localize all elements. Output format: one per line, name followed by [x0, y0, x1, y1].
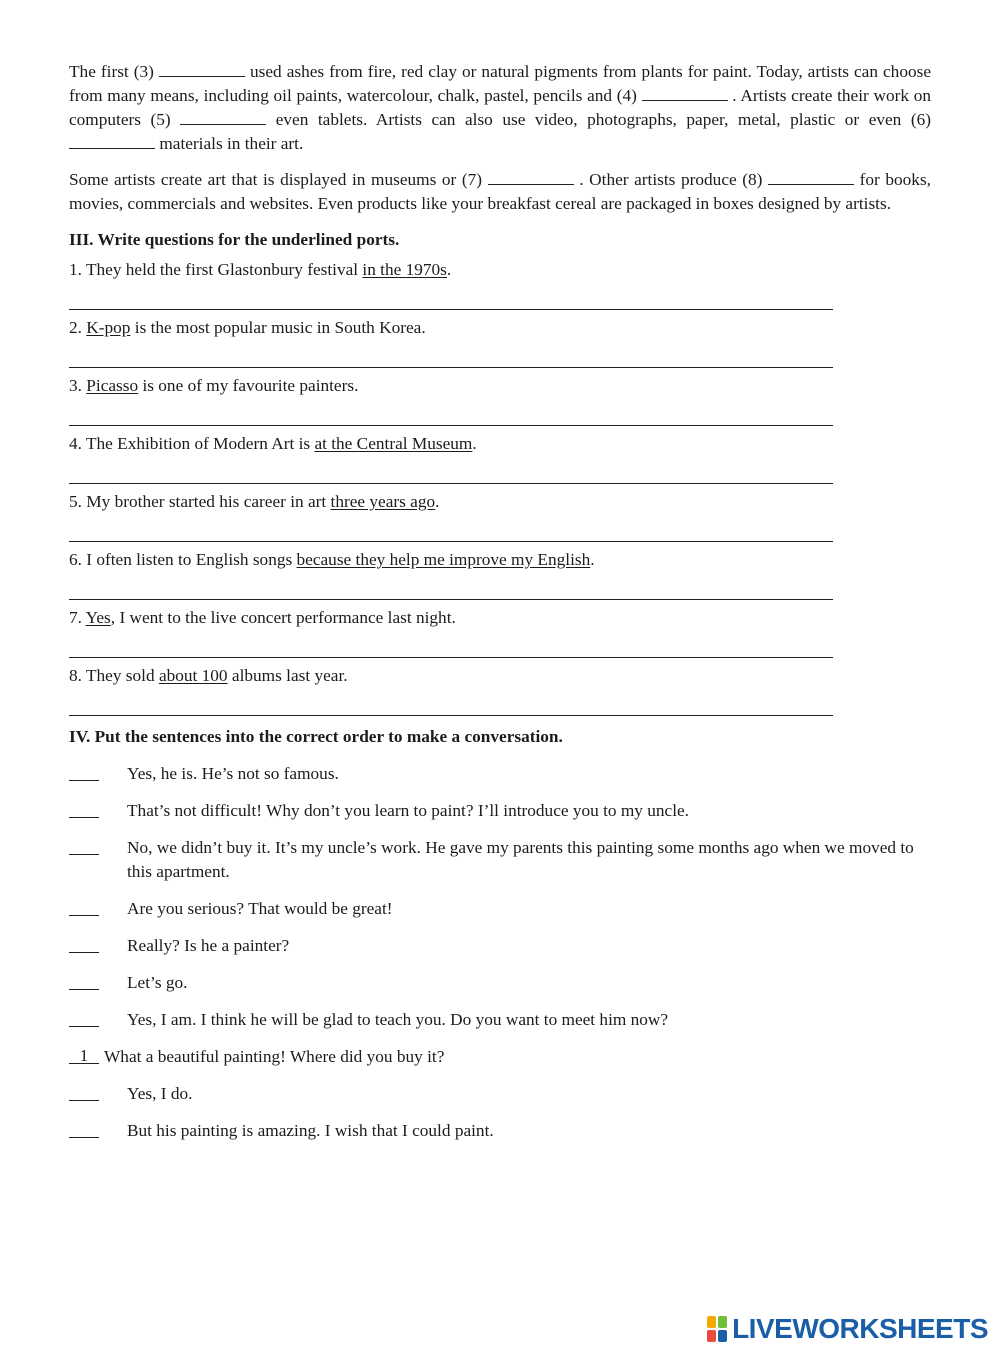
- conversation-item: [69, 971, 931, 995]
- conversation-item: [69, 799, 931, 823]
- conversation-item: [69, 1119, 931, 1143]
- conversation-item: [69, 934, 931, 958]
- order-number-blank[interactable]: [69, 1008, 99, 1027]
- conversation-sentence: But his painting is amazing. I wish that I could paint.: [127, 1121, 494, 1140]
- order-number-blank[interactable]: [69, 971, 99, 990]
- answer-line[interactable]: [69, 367, 833, 368]
- question-text: 7.: [69, 608, 86, 627]
- question-text: 2.: [69, 318, 87, 337]
- text-segment: used ashes from fire, red clay or natural pigments from plants for paint. Today, artists can choose from many means, including oil paints, watercolour, chalk, pastel, pencils and (4): [69, 62, 931, 105]
- logo-icon: [707, 1316, 729, 1342]
- question-item: [69, 490, 931, 514]
- answer-line[interactable]: [69, 425, 833, 426]
- worksheet-page: [69, 60, 931, 1143]
- order-number-blank[interactable]: [69, 934, 99, 953]
- answer-line[interactable]: [69, 599, 833, 600]
- underlined-part: K-pop: [86, 318, 131, 337]
- underlined-part: in the 1970s: [362, 260, 447, 279]
- question-text: .: [446, 260, 452, 279]
- text-segment: . Artists create their work on computers (5): [69, 86, 931, 129]
- answer-line[interactable]: [69, 309, 833, 310]
- question-text: 6. I often listen to English songs: [69, 550, 297, 569]
- question-text: is one of my favourite painters.: [138, 376, 359, 395]
- question-item: [69, 548, 931, 572]
- conversation-sentence: Let’s go.: [127, 973, 188, 992]
- order-number-blank[interactable]: [69, 897, 99, 916]
- conversation-item: [69, 1082, 931, 1106]
- gap-8[interactable]: [768, 170, 854, 185]
- question-item: [69, 316, 931, 340]
- order-number-blank[interactable]: [69, 836, 99, 855]
- question-text: 5. My brother started his career in art: [69, 492, 331, 511]
- question-text: 4. The Exhibition of Modern Art is: [69, 434, 315, 453]
- underlined-part: Picasso: [86, 376, 139, 395]
- conversation-sentence: No, we didn’t buy it. It’s my uncle’s work. He gave my parents this painting some months ago when we moved to this apartment.: [127, 838, 914, 881]
- order-number-blank[interactable]: [69, 1082, 99, 1101]
- question-text: .: [472, 434, 477, 453]
- text-segment: materials in their art.: [159, 134, 304, 153]
- conversation-sentence: Are you serious? That would be great!: [127, 899, 393, 918]
- underlined-part: at the Central Museum: [314, 434, 473, 453]
- conversation-item: [69, 836, 931, 884]
- question-text: 3.: [69, 376, 87, 395]
- question-list: [69, 258, 931, 716]
- conversation-list: [69, 762, 931, 1143]
- paragraph-2: [69, 168, 931, 216]
- answer-line[interactable]: [69, 483, 833, 484]
- underlined-part: three years ago: [330, 492, 436, 511]
- gap-7[interactable]: [488, 170, 574, 185]
- underlined-part: about 100: [158, 666, 228, 685]
- answer-line[interactable]: [69, 715, 833, 716]
- question-text: is the most popular music in South Korea.: [130, 318, 426, 337]
- paragraph-1: [69, 60, 931, 156]
- question-text: albums last year.: [227, 666, 348, 685]
- section-4-heading: IV. Put the sentences into the correct order to make a conversation.: [69, 727, 563, 746]
- conversation-item: [69, 1008, 931, 1032]
- answer-line[interactable]: [69, 541, 833, 542]
- conversation-sentence: That’s not difficult! Why don’t you learn to paint? I’ll introduce you to my uncle.: [127, 801, 690, 820]
- order-number-blank: 1: [69, 1045, 99, 1064]
- logo-text: LIVEWORKSHEETS: [732, 1313, 988, 1344]
- conversation-item: [69, 897, 931, 921]
- question-text: .: [590, 550, 595, 569]
- order-number-blank[interactable]: [69, 1119, 99, 1138]
- conversation-sentence: Yes, I do.: [127, 1084, 193, 1103]
- text-segment: . Other artists produce (8): [579, 170, 763, 189]
- answer-line[interactable]: [69, 657, 833, 658]
- question-text: .: [435, 492, 440, 511]
- text-segment: Some artists create art that is displayed in museums or (7): [69, 170, 483, 189]
- gap-4[interactable]: [642, 86, 728, 101]
- conversation-sentence: Really? Is he a painter?: [127, 936, 290, 955]
- question-item: [69, 374, 931, 398]
- underlined-part: Yes: [85, 608, 111, 627]
- gap-5[interactable]: [180, 110, 266, 125]
- question-text: 1. They held the first Glastonbury festival: [69, 260, 363, 279]
- order-number-blank[interactable]: [69, 799, 99, 818]
- conversation-item: [69, 762, 931, 786]
- question-text: 8. They sold: [69, 666, 159, 685]
- conversation-item: [69, 1045, 931, 1069]
- question-item: [69, 258, 931, 282]
- gap-3[interactable]: [159, 62, 245, 77]
- conversation-sentence: What a beautiful painting! Where did you buy it?: [104, 1047, 445, 1066]
- conversation-sentence: Yes, I am. I think he will be glad to teach you. Do you want to meet him now?: [127, 1010, 669, 1029]
- conversation-sentence: Yes, he is. He’s not so famous.: [127, 764, 339, 783]
- liveworksheets-logo: [707, 1314, 988, 1344]
- text-segment: for books, movies, commercials and websites. Even products like your breakfast cereal are packaged in boxes designed by artists.: [69, 170, 931, 213]
- question-item: [69, 606, 931, 630]
- question-item: [69, 432, 931, 456]
- order-number-blank[interactable]: [69, 762, 99, 781]
- underlined-part: because they help me improve my English: [296, 550, 591, 569]
- question-item: [69, 664, 931, 688]
- question-text: , I went to the live concert performance last night.: [110, 608, 456, 627]
- section-3-heading: III. Write questions for the underlined ports.: [69, 230, 400, 249]
- text-segment: even tablets. Artists can also use video, photographs, paper, metal, plastic or even (6): [275, 110, 931, 129]
- gap-6[interactable]: [69, 134, 155, 149]
- text-segment: The first (3): [69, 62, 154, 81]
